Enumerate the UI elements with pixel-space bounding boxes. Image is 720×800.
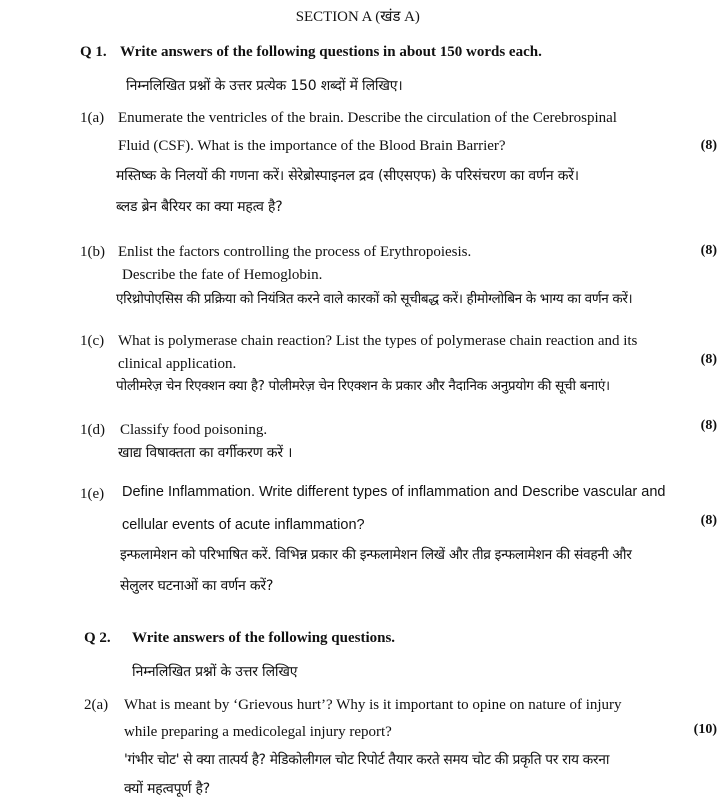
question-text-line1: Define Inflammation. Write different types of inflammation and Describe vascular and [122, 484, 666, 500]
question-label: 1(c) [80, 333, 105, 349]
question-text-line2: cellular events of acute inflammation? [122, 517, 365, 533]
marks: (8) [700, 418, 717, 433]
question-hindi-line1: इन्फलामेशन को परिभाषित करें. विभिन्न प्रकार की इन्फलामेशन लिखें और तीव्र इन्फलामेशन की संवहनी और [120, 547, 632, 563]
marks: (8) [700, 138, 717, 153]
q2-heading: Write answers of the following questions. [132, 630, 396, 646]
question-label: 1(e) [80, 486, 105, 502]
question-hindi-line2: सेलुलर घटनाओं का वर्णन करें? [120, 578, 274, 594]
question-hindi-line1: मस्तिष्क के निलयों की गणना करें। सेरेब्रोस्पाइनल द्रव (सीएसएफ) के परिसंचरण का वर्णन करें। [116, 168, 579, 184]
question-hindi-line2: ब्लड ब्रेन बैरियर का क्या महत्व है? [116, 199, 283, 215]
question-text-line1: Enumerate the ventricles of the brain. Describe the circulation of the Cerebrospinal [118, 110, 617, 126]
question-text-line2: clinical application. [118, 356, 237, 372]
question-text-line1: What is polymerase chain reaction? List the types of polymerase chain reaction and its [118, 333, 638, 349]
marks: (8) [700, 243, 717, 258]
q2-heading-hindi: निम्नलिखित प्रश्नों के उत्तर लिखिए [132, 664, 298, 680]
marks: (10) [693, 722, 717, 737]
q1-number: Q 1. [80, 44, 107, 60]
question-label: 1(a) [80, 110, 105, 126]
marks: (8) [700, 513, 717, 528]
question-hindi-line2: क्यों महत्वपूर्ण है? [124, 781, 210, 797]
question-text-line2: while preparing a medicolegal injury report? [124, 724, 392, 740]
section-title: SECTION A (खंड A) [295, 9, 420, 25]
question-label: 1(b) [80, 244, 105, 260]
question-hindi-line1: खाद्य विषाक्तता का वर्गीकरण करें । [118, 445, 293, 461]
question-text-line1: What is meant by ‘Grievous hurt’? Why is it important to opine on nature of injury [124, 697, 622, 713]
question-text-line1: Classify food poisoning. [120, 422, 268, 438]
marks: (8) [700, 352, 717, 367]
q1-heading: Write answers of the following questions in about 150 words each. [120, 44, 542, 60]
question-hindi-line1: पोलीमरेज़ चेन रिएक्शन क्या है? पोलीमरेज़ चेन रिएक्शन के प्रकार और नैदानिक अनुप्रयोग की सूची बनाएं। [116, 378, 610, 394]
question-text-line2: Describe the fate of Hemoglobin. [122, 267, 323, 283]
question-label: 1(d) [80, 422, 105, 438]
question-label: 2(a) [84, 697, 109, 713]
question-text-line2: Fluid (CSF). What is the importance of the Blood Brain Barrier? [118, 138, 506, 154]
question-text-line1: Enlist the factors controlling the process of Erythropoiesis. [118, 244, 472, 260]
question-hindi-line1: 'गंभीर चोट' से क्या तात्पर्य है? मेडिकोलीगल चोट रिपोर्ट तैयार करते समय चोट की प्रकृति पर राय करना [124, 752, 610, 768]
q1-heading-hindi: निम्नलिखित प्रश्नों के उत्तर प्रत्येक 150 शब्दों में लिखिए। [126, 78, 403, 94]
q2-number: Q 2. [84, 630, 111, 646]
question-hindi-line1: एरिथ्रोपोएसिस की प्रक्रिया को नियंत्रित करने वाले कारकों को सूचीबद्ध करें। हीमोग्लोबिन के भाग्य का वर्णन करें। [116, 291, 633, 307]
